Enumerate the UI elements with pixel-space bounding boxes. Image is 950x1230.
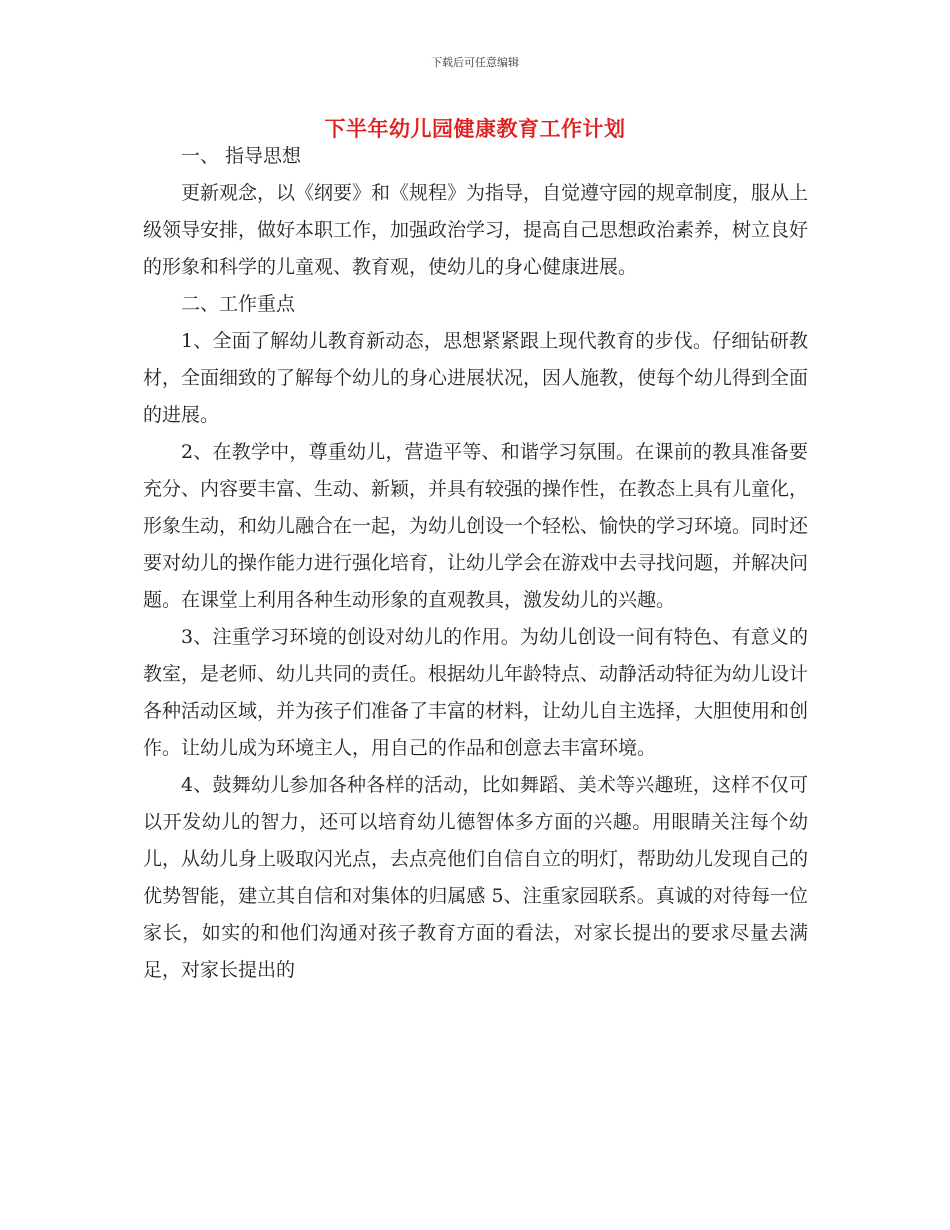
section-heading-work-focus: 二、工作重点 bbox=[181, 293, 296, 315]
section-heading-guiding-ideology: 一、 指导思想 bbox=[181, 145, 302, 167]
paragraph-item-3: 3、注重学习环境的创设对幼儿的作用。为幼儿创设一间有特色、有意义的教室，是老师、幼儿共同的责任。根据幼儿年龄特点、动静活动特征为幼儿设计各种活动区域，并为孩子们准备了丰富的材料，让幼儿自主选择，大胆使用和创作。让幼儿成为环境主人，用自己的作品和创意去丰富环境。 bbox=[143, 626, 809, 759]
header-note: 下载后可任意编辑 bbox=[431, 56, 519, 69]
paragraph-item-1: 1、全面了解幼儿教育新动态，思想紧紧跟上现代教育的步伐。仔细钻研教材，全面细致的了解每个幼儿的身心进展状况，因人施教，使每个幼儿得到全面的进展。 bbox=[143, 330, 809, 426]
paragraph-item-2: 2、在教学中，尊重幼儿，营造平等、和谐学习氛围。在课前的教具准备要充分、内容要丰富、生动、新颖，并具有较强的操作性，在教态上具有儿童化，形象生动，和幼儿融合在一起，为幼儿创设一个轻松、愉快的学习环境。同时还要对幼儿的操作能力进行强化培育，让幼儿学会在游戏中去寻找问题，并解决问题。在课堂上利用各种生动形象的直观教具，激发幼儿的兴趣。 bbox=[143, 441, 809, 611]
paragraph-item-4: 4、鼓舞幼儿参加各种各样的活动，比如舞蹈、美术等兴趣班，这样不仅可以开发幼儿的智力，还可以培育幼儿德智体多方面的兴趣。用眼睛关注每个幼儿，从幼儿身上吸取闪光点，去点亮他们自信自立的明灯，帮助幼儿发现自己的优势智能，建立其自信和对集体的归属感 5、注重家园联系。真诚的对待每一位家长，如实的和他们沟通对孩子教育方面的看法，对家长提出的要求尽量去满足，对家长提出的 bbox=[143, 774, 809, 981]
paragraph-guiding-ideology: 更新观念，以《纲要》和《规程》为指导，自觉遵守园的规章制度，服从上级领导安排，做好本职工作，加强政治学习，提高自己思想政治素养，树立良好的形象和科学的儿童观、教育观，使幼儿的身心健康进展。 bbox=[143, 182, 809, 278]
document-body bbox=[143, 138, 808, 989]
document-title: 下半年幼儿园健康教育工作计划 bbox=[324, 116, 626, 141]
